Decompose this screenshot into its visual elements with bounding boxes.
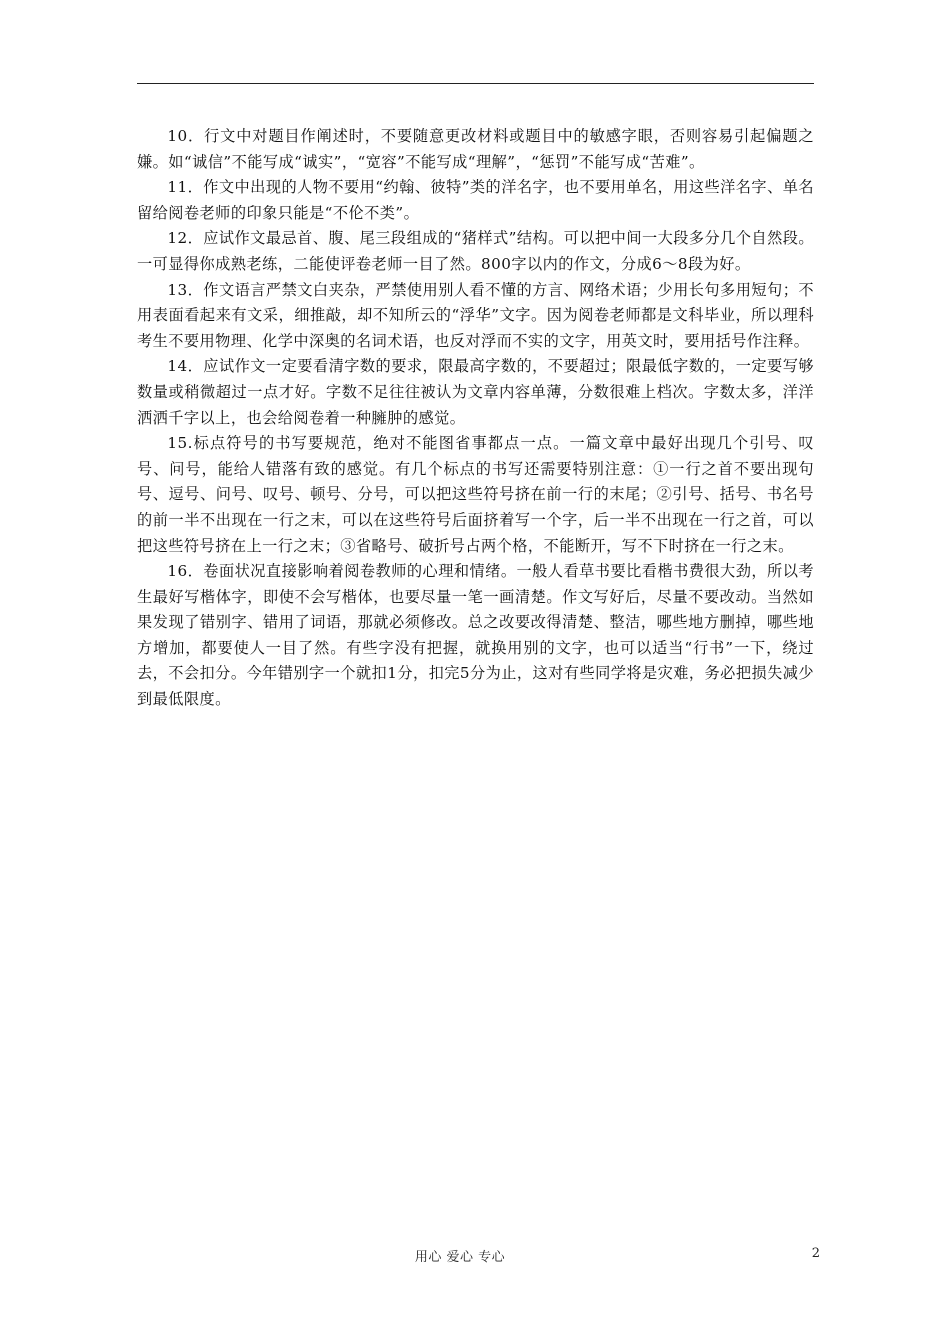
paragraph-11: 11．作文中出现的人物不要用“约翰、彼特”类的洋名字，也不要用单名，用这些洋名字、单名留给阅卷老师的印象只能是“不伦不类”。 bbox=[137, 178, 814, 222]
paragraph-12: 12．应试作文最忌首、腹、尾三段组成的“猪样式”结构。可以把中间一大段多分几个自然段。一可显得你成熟老练，二能使评卷老师一目了然。800字以内的作文，分成6～8段为好。 bbox=[137, 229, 814, 273]
document-body bbox=[137, 124, 814, 713]
paragraph-13: 13．作文语言严禁文白夹杂，严禁使用别人看不懂的方言、网络术语；少用长句多用短句；不用表面看起来有文采，细推敲，却不知所云的“浮华”文字。因为阅卷老师都是文科毕业，所以理科考生不要用物理、化学中深奥的名词术语，也反对浮而不实的文字，用英文时，要用括号作注释。 bbox=[137, 280, 814, 350]
paragraph-10: 10．行文中对题目作阐述时，不要随意更改材料或题目中的敏感字眼，否则容易引起偏题之嫌。如“诚信”不能写成“诚实”，“宽容”不能写成“理解”，“惩罚”不能写成“苦难”。 bbox=[137, 127, 814, 171]
footer-motto: 用心 爱心 专心 bbox=[414, 1250, 506, 1265]
page-number: 2 bbox=[811, 1246, 820, 1261]
paragraph-15: 15.标点符号的书写要规范，绝对不能图省事都点一点。一篇文章中最好出现几个引号、叹号、问号，能给人错落有致的感觉。有几个标点的书写还需要特别注意：①一行之首不要出现句号、逗号、问号、叹号、顿号、分号，可以把这些符号挤在前一行的末尾；②引号、括号、书名号的前一半不出现在一行之末，可以在这些符号后面挤着写一个字，后一半不出现在一行之首，可以把这些符号挤在上一行之末；③省略号、破折号占两个格，不能断开，写不下时挤在一行之末。 bbox=[137, 434, 814, 555]
paragraph-14: 14．应试作文一定要看清字数的要求，限最高字数的，不要超过；限最低字数的，一定要写够数量或稍微超过一点才好。字数不足往往被认为文章内容单薄，分数很难上档次。字数太多，洋洋洒洒千字以上，也会给阅卷着一种臃肿的感觉。 bbox=[137, 357, 814, 427]
header-divider bbox=[137, 83, 814, 84]
paragraph-16: 16．卷面状况直接影响着阅卷教师的心理和情绪。一般人看草书要比看楷书费很大劲，所以考生最好写楷体字，即使不会写楷体，也要尽量一笔一画清楚。作文写好后，尽量不要改动。当然如果发现了错别字、错用了词语，那就必须修改。总之改要改得清楚、整洁，哪些地方删掉，哪些地方增加，都要使人一目了然。有些字没有把握，就换用别的文字，也可以适当“行书”一下，绕过去，不会扣分。今年错别字一个就扣1分，扣完5分为止，这对有些同学将是灾难，务必把损失减少到最低限度。 bbox=[137, 562, 815, 709]
